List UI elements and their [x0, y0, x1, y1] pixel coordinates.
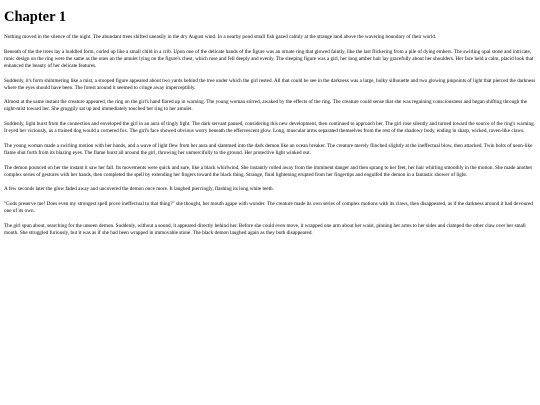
- paragraph-4: Almost at the same instant the creature appeared, the ring on the girl's hand flared up in warning. The young woman stirred, awaked by the effects of the ring. The creature could sense that she was regaining consciousness and began shifting through the night-mist toward her. She groggily sat up and immediately touched her ring to her amulet.: [4, 99, 527, 113]
- paragraph-3: Suddenly, it's form shimmering like a mist, a stooped figure appeared about two yards behind the tree under which the girl rested. All that could be see in the darkness was a large, bulky silhouette and two glowing pinpoints of light that pierced the darkness where the eyes should have been. The forest around it seemed to cringe away imperceptibly.: [4, 77, 536, 91]
- paragraph-10: The girl spun about, searching for the unseen demon. Suddenly, without a sound, it appeared directly behind her. Before she could even move, it wrapped one arm about her waist, pinning her arms to her sides and clamped the other claw over her small mouth. She struggled furiously, but it was as if she had been wrapped in immovable stone. The black demon laughed again as they both disappeared.: [4, 222, 526, 237]
- paragraph-9: "Gods preserve me! Does even my strongest spell prove ineffectual to that thing?" she thought, her mouth agape with wonder. The creature made its own series of complex motions with its claws, then disappeared, as if the darkness around it had devoured one of its own.: [4, 201, 533, 215]
- paragraph-8: A few seconds later the glow faded away and uncovered the demon once more. It laughed piercingly, flashing its long white teeth.: [4, 186, 274, 193]
- chapter-title: Chapter 1: [4, 9, 67, 25]
- paragraph-6: The young woman made a swirling motion with her hands, and a wave of light flew from her aura and slammed into the dark demon like an ocean breaker. The creature merely flinched slightly at the ineffectual blow, then attacked. Twin bolts of neon-like flame shot forth from its blazing eyes. The flame burst all around the girl, throwing her unmercifully to the ground. Her protective light winked out.: [4, 142, 533, 156]
- paragraph-5: Suddenly, light burst from the connection and enveloped the girl in an aura of tingly light. The dark servant paused, considering this new development, then continued to approach her. The girl rose silently and turned toward the source of the ring's warning. It eyed her viciously, as a trained dog would a cornered fox. The girl's face showed obvious worry beneath the effervescent glow. Long, muscular arms separated themselves from the rest of the shadowy body, ending in sharp, wicked, raven-like claws.: [4, 121, 535, 135]
- paragraph-2: Beneath of the the trees lay a huddled form, curled up like a small child in a crib. Upon one of the delicate hands of the figure was an ornate ring that glowed faintly, like the last flickering from a pile of dying embers. The swirling opal stone and intricate, runic design on the ring were the same as the ones on the amulet lying on the figure's chest, which rose and fell deeply and evenly. The sleeping figure was a girl, her long amber hair lay gracefully about her shoulders. Her face held a calm, placid look that enhanced the beauty of her delicate features.: [4, 48, 534, 69]
- paragraph-7: The demon pounced on her the instant it saw her fall. Its movements were quick and sure, like a black whirlwind. She instantly rolled away from the imminent danger and then sprang to her feet, her hair whirling smoothly in the motion. She made another complex series of gestures with her hands, then completed the spell by extending her fingers toward the black thing. Strange, fluid lightening erupted from her fingertips and engulfed the demon in a fantastic shower of light.: [4, 164, 533, 178]
- paragraph-1: Nothing moved in the silence of the night. The abundant trees shifted uneasily in the dry August wind. In a nearby pond small fish gazed calmly at the strange land above the wavering boundary of their world.: [4, 34, 437, 40]
